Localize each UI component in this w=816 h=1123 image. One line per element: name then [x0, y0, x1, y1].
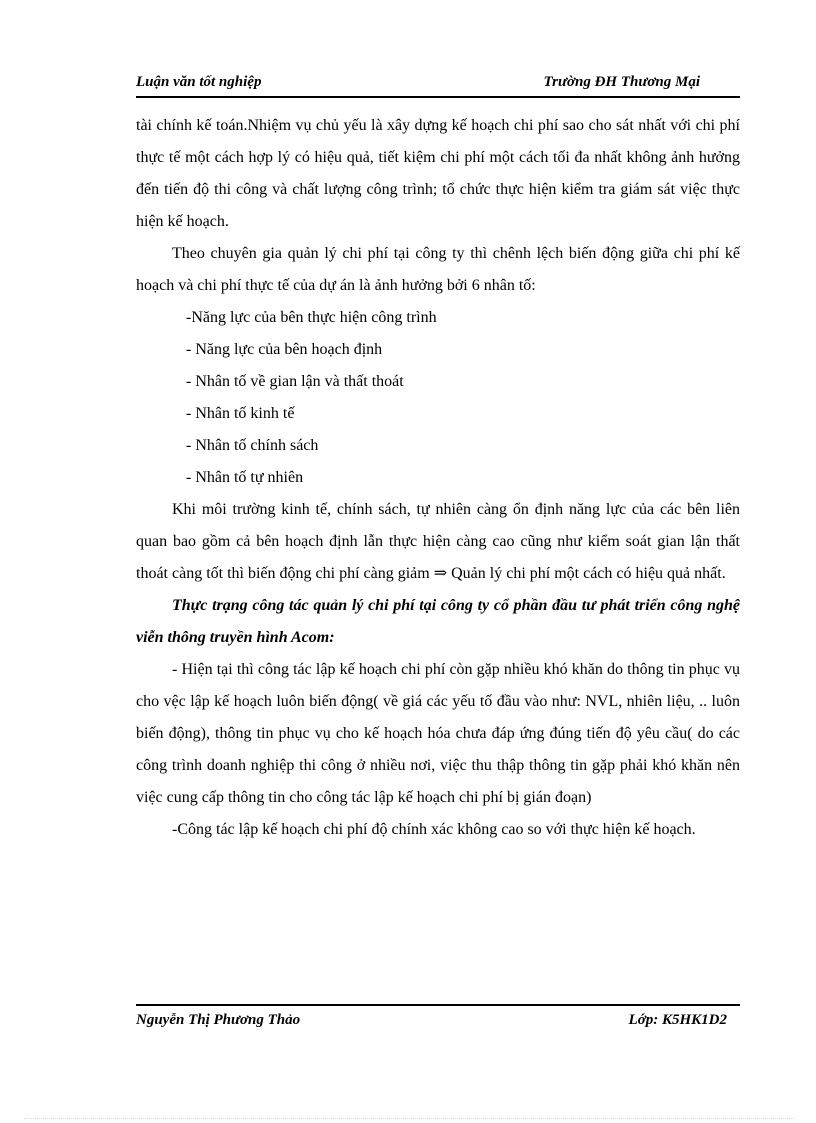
footer-rule — [136, 1004, 740, 1006]
thesis-label: Luận văn tốt nghiệp — [136, 74, 262, 90]
paragraph-accuracy: -Công tác lập kế hoạch chi phí độ chính xác không cao so với thực hiện kế hoạch. — [172, 821, 696, 838]
page-header — [136, 74, 740, 91]
paragraph-continuation: tài chính kế toán.Nhiệm vụ chủ yếu là xây dựng kế hoạch chi phí sao cho sát nhất với chi phí thực tế một cách hợp lý có hiệu quả, tiết kiệm chi phí một cách tối đa nhất không ảnh hưởng đến tiến độ thi công và chất lượng công trình; tổ chức thực hiện kiểm tra giám sát việc thực hiện kế hoạch. — [136, 117, 740, 230]
factor-item: - Nhân tố tự nhiên — [186, 469, 304, 486]
university-label: Trường ĐH Thương Mại — [543, 74, 700, 90]
factor-item: -Năng lực của bên thực hiện công trình — [186, 309, 437, 326]
factor-item: - Năng lực của bên hoạch định — [186, 341, 383, 358]
paragraph-current-state: - Hiện tại thì công tác lập kế hoạch chi phí còn gặp nhiều khó khăn do thông tin phục vụ cho vệc lập kế hoạch luôn biến động( về giá các yếu tố đầu vào như: NVL, nhiên liệu, .. luôn biến động), thông tin phục vụ cho kế hoạch hóa chưa đáp ứng đúng tiến độ yêu cầu( do các công trình doanh nghiệp thi công ở nhiều nơi, việc thu thập thông tin gặp phải khó khăn nên việc cung cấp thông tin cho công tác lập kế hoạch chi phí bị gián đoạn) — [136, 661, 740, 806]
paragraph-stability: Khi môi trường kinh tế, chính sách, tự nhiên càng ổn định năng lực của các bên liên quan bao gồm cả bên hoạch định lẫn thực hiện càng cao cũng như kiểm soát gian lận thất thoát càng tốt thì biến động chi phí càng giảm ⇒ Quản lý chi phí một cách có hiệu quả nhất. — [136, 501, 740, 582]
factor-item: - Nhân tố về gian lận và thất thoát — [186, 373, 404, 390]
document-body — [136, 110, 740, 846]
factor-item: - Nhân tố chính sách — [186, 437, 319, 454]
header-rule — [136, 96, 740, 98]
factor-item: - Nhân tố kinh tế — [186, 405, 295, 422]
class-label: Lớp: K5HK1D2 — [628, 1012, 727, 1028]
page-footer — [136, 1012, 740, 1029]
author-name: Nguyễn Thị Phương Thảo — [136, 1012, 301, 1028]
paragraph-expert-opinion: Theo chuyên gia quản lý chi phí tại công ty thì chênh lệch biến động giữa chi phí kế hoạch và chi phí thực tế của dự án là ảnh hưởng bởi 6 nhân tố: — [136, 245, 740, 294]
page-bottom-border — [24, 1118, 794, 1119]
section-heading: Thực trạng công tác quản lý chi phí tại công ty cổ phần đầu tư phát triển công nghệ viễn thông truyền hình Acom: — [136, 597, 740, 646]
